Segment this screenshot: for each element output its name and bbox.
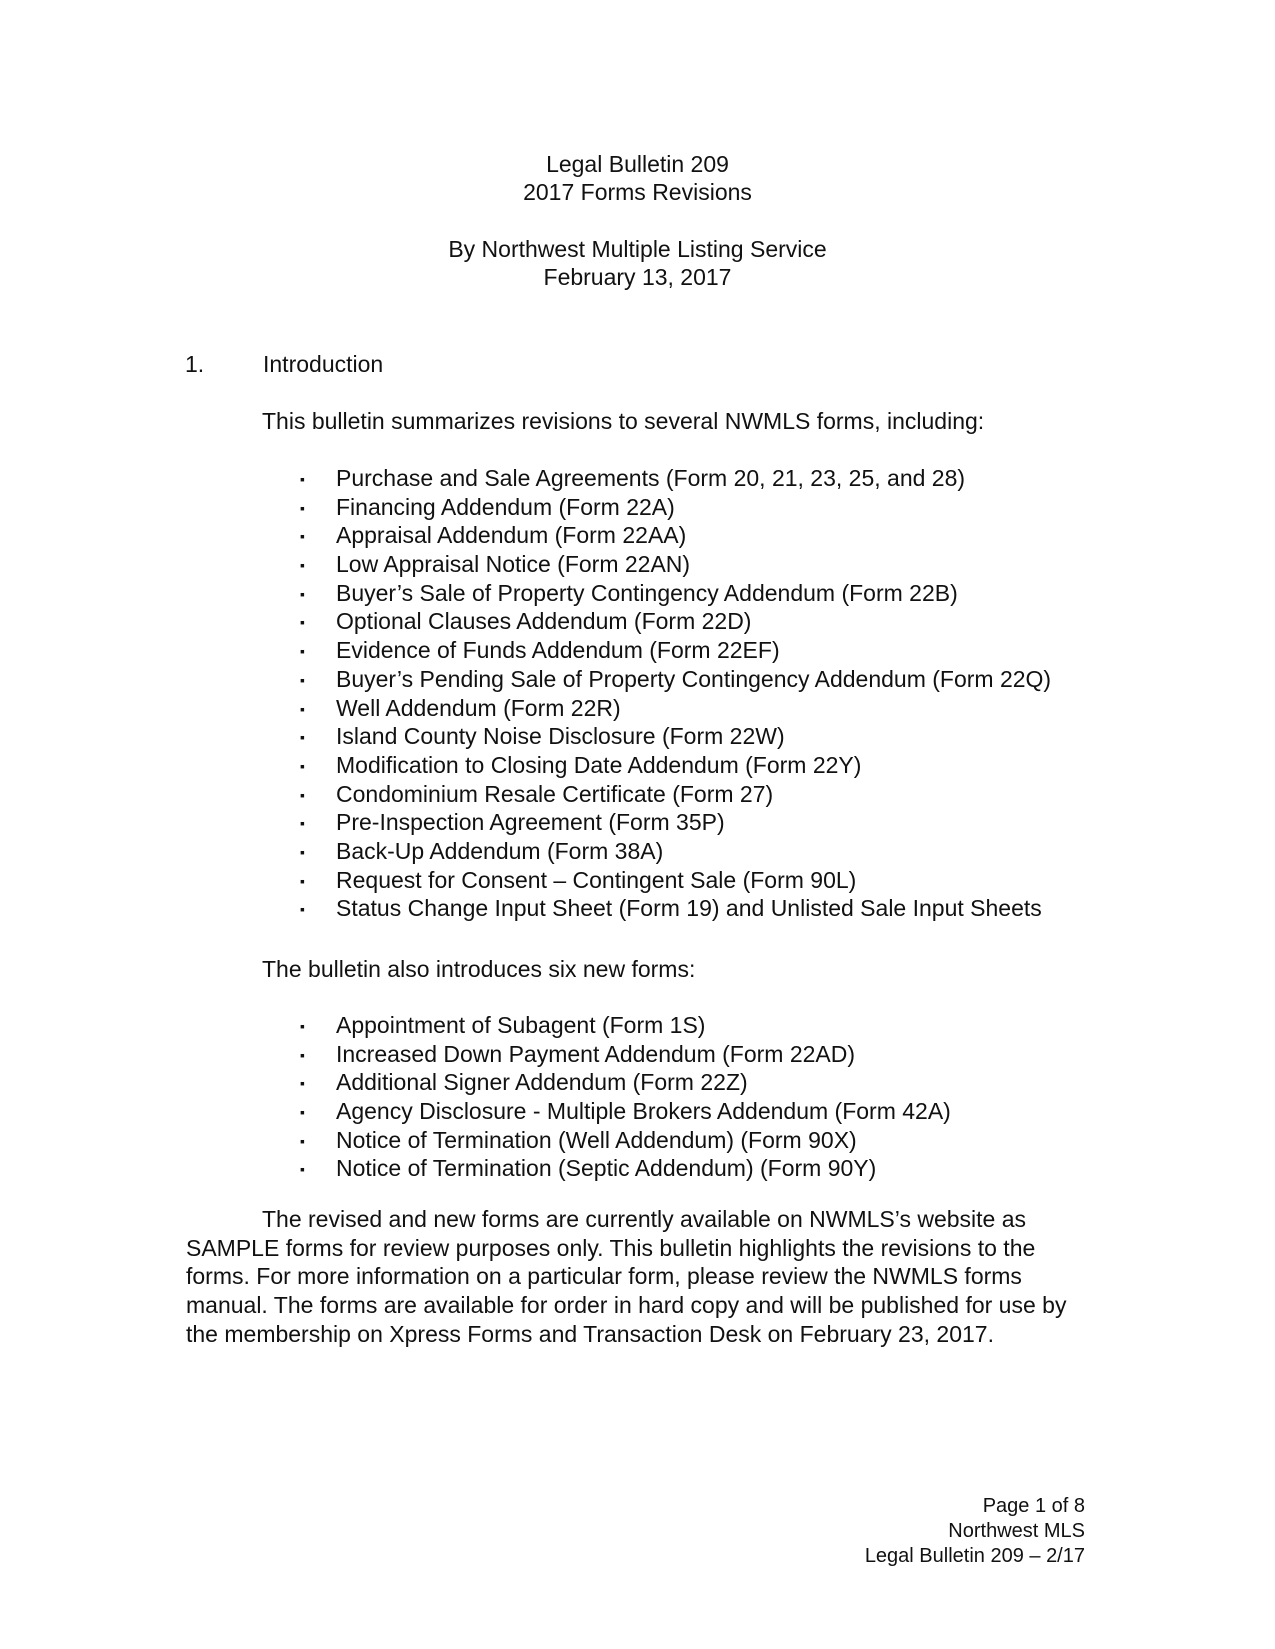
list-item-text: Low Appraisal Notice (Form 22AN): [336, 551, 691, 578]
list-item-text: Additional Signer Addendum (Form 22Z): [336, 1069, 748, 1096]
bullet-marker: ▪: [300, 528, 305, 545]
bullet-marker: ▪: [300, 1075, 305, 1092]
intro-paragraph: This bulletin summarizes revisions to several NWMLS forms, including:: [262, 408, 985, 434]
list-item: [300, 579, 1051, 608]
list-item-text: Pre-Inspection Agreement (Form 35P): [336, 809, 725, 836]
title-block: [0, 150, 1275, 206]
list-item: [300, 521, 1051, 550]
bullet-marker: ▪: [300, 671, 305, 688]
bulletin-subtitle: 2017 Forms Revisions: [523, 179, 752, 205]
list-item: [300, 636, 1051, 665]
bullet-marker: ▪: [300, 585, 305, 602]
list-item-text: Buyer’s Sale of Property Contingency Addendum (Form 22B): [336, 579, 958, 606]
bullet-marker: ▪: [300, 1018, 305, 1034]
list-item: [300, 1154, 951, 1183]
bullet-marker: ▪: [300, 757, 305, 774]
bullet-marker: ▪: [300, 815, 305, 832]
bulletin-title: Legal Bulletin 209: [546, 151, 729, 177]
list-item: [300, 751, 1051, 780]
list-item: [300, 607, 1051, 636]
list-item-text: Modification to Closing Date Addendum (Form 22Y): [336, 751, 862, 778]
list-item-text: Condominium Resale Certificate (Form 27): [336, 780, 774, 807]
byline-block: [0, 235, 1275, 291]
list-item-text: Island County Noise Disclosure (Form 22W): [336, 723, 785, 750]
bullet-marker: ▪: [300, 614, 305, 631]
list-item-text: Increased Down Payment Addendum (Form 22AD): [336, 1040, 856, 1067]
page-number: Page 1 of 8: [982, 1495, 1085, 1517]
new-forms-list: [300, 1011, 951, 1183]
bullet-marker: ▪: [300, 843, 305, 860]
list-item: [300, 464, 1051, 493]
list-item: [300, 837, 1051, 866]
list-item-text: Purchase and Sale Agreements (Form 20, 21, 23, 25, and 28): [336, 465, 966, 491]
section-number: 1.: [185, 351, 205, 377]
bullet-marker: ▪: [300, 786, 305, 803]
list-item-text: Notice of Termination (Well Addendum) (Form 90X): [336, 1126, 857, 1153]
list-item-text: Financing Addendum (Form 22A): [336, 493, 675, 520]
bullet-marker: ▪: [300, 700, 305, 717]
list-item-text: Evidence of Funds Addendum (Form 22EF): [336, 637, 780, 664]
bullet-marker: ▪: [300, 1132, 305, 1149]
bullet-marker: ▪: [300, 1161, 305, 1178]
list-item-text: Status Change Input Sheet (Form 19) and Unlisted Sale Input Sheets: [336, 895, 1042, 922]
bullet-marker: ▪: [300, 1046, 305, 1063]
list-item: [300, 493, 1051, 522]
list-item: [300, 1040, 951, 1069]
list-item: [300, 722, 1051, 751]
list-item-text: Back-Up Addendum (Form 38A): [336, 837, 664, 864]
list-item: [300, 1126, 951, 1155]
list-item: [300, 1068, 951, 1097]
list-item-text: Optional Clauses Addendum (Form 22D): [336, 608, 752, 635]
list-item: [300, 1011, 951, 1040]
list-item: [300, 1097, 951, 1126]
bullet-marker: ▪: [300, 729, 305, 746]
list-item: [300, 808, 1051, 837]
list-item-text: Appointment of Subagent (Form 1S): [336, 1012, 706, 1038]
list-item-text: Agency Disclosure - Multiple Brokers Addendum (Form 42A): [336, 1098, 951, 1125]
bullet-marker: ▪: [300, 643, 305, 660]
list-item: [300, 550, 1051, 579]
list-item: [300, 894, 1051, 923]
bullet-marker: ▪: [300, 872, 305, 889]
bulletin-date: February 13, 2017: [543, 264, 732, 290]
bullet-marker: ▪: [300, 901, 305, 918]
bullet-marker: ▪: [300, 471, 305, 487]
footer-org: Northwest MLS: [948, 1520, 1085, 1542]
footer-reference: Legal Bulletin 209 – 2/17: [864, 1545, 1085, 1567]
list-item-text: Buyer’s Pending Sale of Property Contingency Addendum (Form 22Q): [336, 665, 1052, 692]
section-heading: [185, 350, 383, 378]
new-forms-intro: The bulletin also introduces six new forms:: [262, 956, 696, 982]
list-item-text: Appraisal Addendum (Form 22AA): [336, 522, 687, 549]
byline: By Northwest Multiple Listing Service: [448, 236, 827, 262]
section-title: Introduction: [263, 351, 384, 377]
bullet-marker: ▪: [300, 1104, 305, 1121]
list-item: [300, 665, 1051, 694]
revised-forms-list: [300, 464, 1051, 923]
closing-paragraph: The revised and new forms are currently available on NWMLS’s website as SAMPLE forms for review purposes only. This bulletin highlights the revisions to the forms. For more information on a particular form, please review the NWMLS forms manual. The forms are available for order in hard copy and will be published for use by the membership on Xpress Forms and Transaction Desk on February 23, 2017.: [186, 1206, 1067, 1347]
list-item-text: Notice of Termination (Septic Addendum) (Form 90Y): [336, 1155, 877, 1182]
list-item: [300, 780, 1051, 809]
list-item-text: Request for Consent – Contingent Sale (Form 90L): [336, 866, 857, 893]
bullet-marker: ▪: [300, 499, 305, 516]
page-footer: [865, 1494, 1085, 1569]
bullet-marker: ▪: [300, 557, 305, 574]
list-item: [300, 694, 1051, 723]
list-item-text: Well Addendum (Form 22R): [336, 694, 621, 721]
list-item: [300, 866, 1051, 895]
